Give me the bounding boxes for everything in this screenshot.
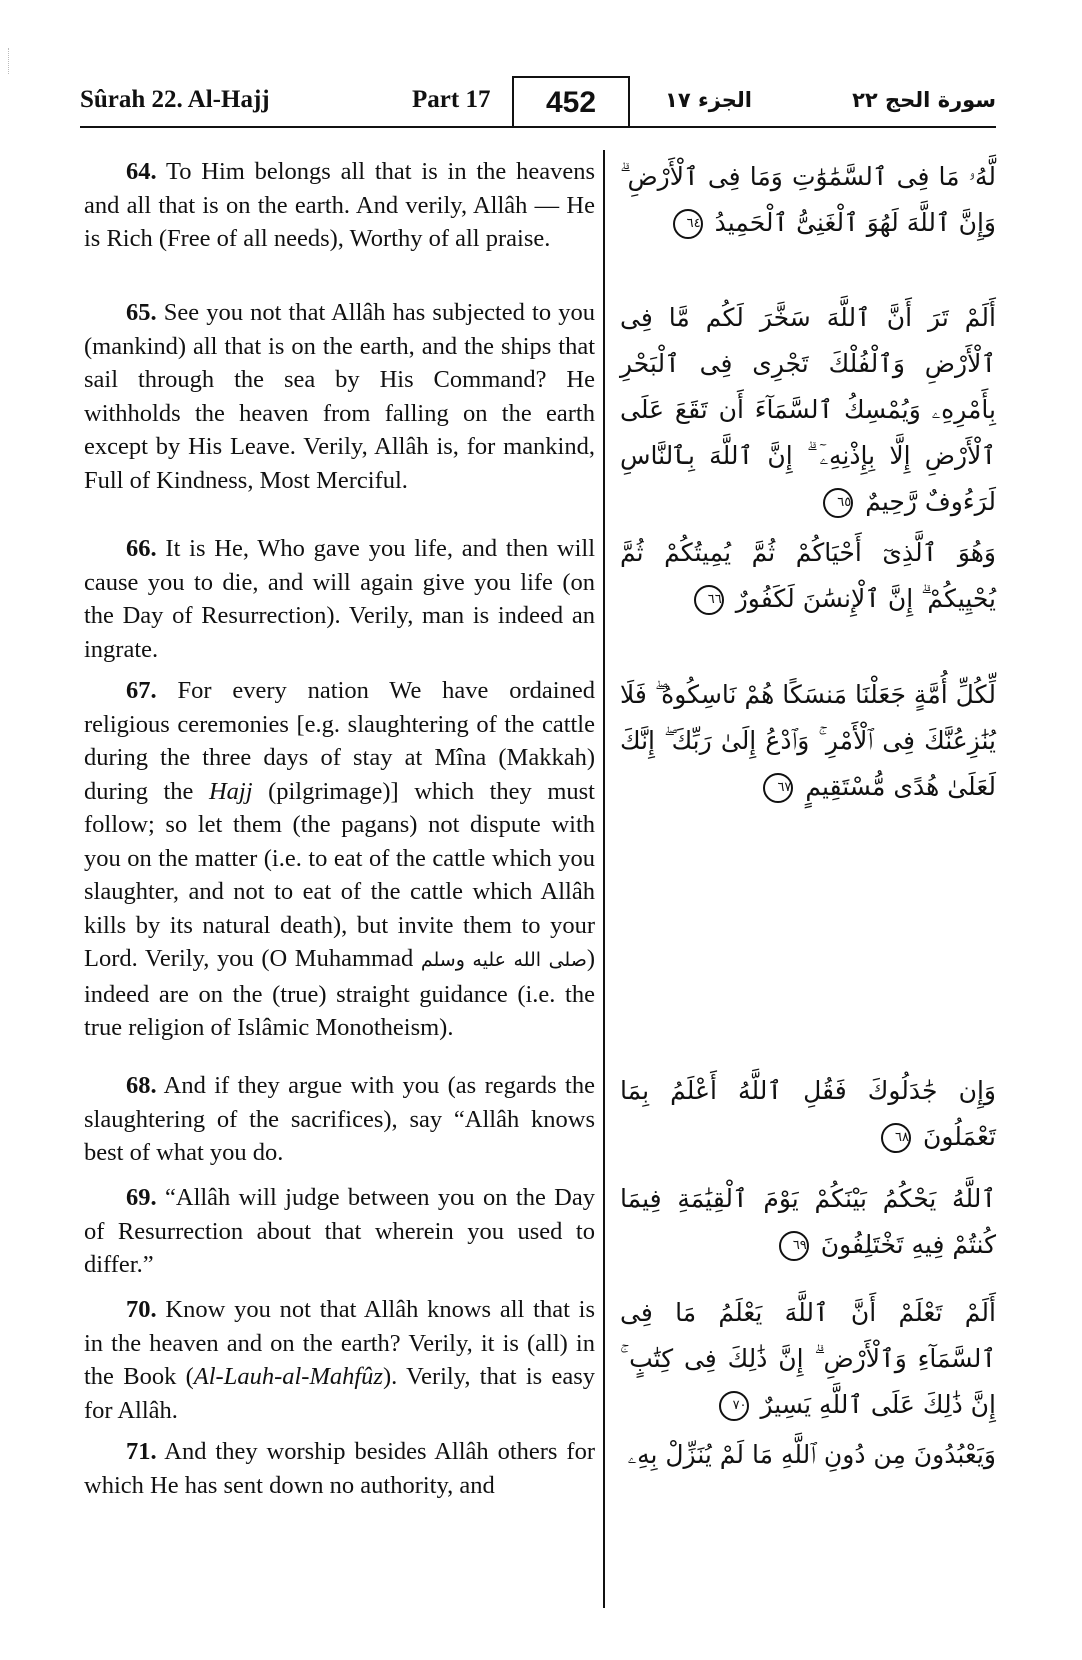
verse-70-arabic [620,1290,996,1428]
verse-number: 70. [126,1296,157,1323]
verse-71-english [84,1435,595,1502]
ayah-end-marker: ٦٧ [763,773,793,803]
verse-text: (pilgrimage)] which they must follow; so let them (the pagans) not dispute with you on the matter (i.e. to eat of the cattle which you slaughter, and not to eat of the cattle which Allâh kills by its natural death), but invite them to your Lord. Verily, you (O Muhammad [84,777,595,972]
verse-67-arabic [620,672,996,810]
verse-66-english [84,532,595,666]
verse-text: ). Verily, that is easy for Allâh. [84,1363,595,1424]
verse-text: ) indeed are on the (true) straight guidance (i.e. the true religion of Islâmic Monotheism). [84,945,596,1041]
verse-text: To Him belongs all that is in the heavens and all that is on the earth. And verily, Allâh — He is Rich (Free of all needs), Worthy of all praise. [84,158,595,252]
ayah-end-marker: ٦٦ [694,585,724,615]
header-rule [80,126,996,128]
verse-70-english [84,1293,595,1427]
verse-number: 64. [126,158,157,185]
verse-text: And they worship besides Allâh others for which He has sent down no authority, and [84,1438,595,1499]
verse-italic-term: Hajj [208,777,253,805]
ayah-end-marker: ٦٨ [881,1123,911,1153]
juz-label-arabic: الجزء ١٧ [665,88,752,112]
surah-title-english: Sûrah 22. Al-Hajj [80,86,270,113]
verse-69-english [84,1181,595,1282]
verse-number: 69. [126,1184,157,1211]
scan-margin-mark [8,48,10,74]
verse-69-arabic [620,1176,996,1268]
verse-text: And if they argue with you (as regards the slaughtering of the sacrifices), say “Allâh knows best of what you do. [84,1072,595,1166]
verse-66-arabic [620,530,996,622]
part-label-english: Part 17 [412,86,491,113]
verse-number: 68. [126,1072,157,1099]
page-number: 452 [512,76,630,126]
ayah-end-marker: ٦٤ [673,209,703,239]
verse-68-arabic [620,1068,996,1160]
arabic-text: أَلَمْ تَعْلَمْ أَنَّ ٱللَّهَ يَعْلَمُ مَا فِى ٱلسَّمَآءِ وَٱلْأَرْضِ ۗ إِنَّ ذَٰلِكَ فِى كِتَٰبٍ ۚ إِنَّ ذَٰلِكَ عَلَى ٱللَّهِ يَسِيرٌ [620,1298,996,1419]
verse-number: 65. [126,299,157,326]
verse-68-english [84,1069,595,1170]
verse-number: 66. [126,535,157,562]
arabic-text: ٱللَّهُ يَحْكُمُ بَيْنَكُمْ يَوْمَ ٱلْقِيَٰمَةِ فِيمَا كُنتُمْ فِيهِ تَخْتَلِفُونَ [620,1184,996,1259]
verse-number: 71. [126,1438,157,1465]
ayah-end-marker: ٦٩ [779,1231,809,1261]
verse-65-english [84,296,595,497]
verse-number: 67. [126,677,157,704]
arabic-text: لَّهُۥ مَا فِى ٱلسَّمَٰوَٰتِ وَمَا فِى ٱلْأَرْضِ ۗ وَإِنَّ ٱللَّهَ لَهُوَ ٱلْغَنِىُّ ٱلْحَمِيدُ [620,162,996,237]
page-header [80,82,996,126]
arabic-text: وَهُوَ ٱلَّذِىٓ أَحْيَاكُمْ ثُمَّ يُمِيتُكُمْ ثُمَّ يُحْيِيكُمْ ۗ إِنَّ ٱلْإِنسَٰنَ لَكَفُورٌ [620,538,996,613]
surah-title-arabic: سورة الحج ٢٢ [852,88,996,112]
verse-text: “Allâh will judge between you on the Day of Resurrection about that wherein you used to differ.” [84,1184,596,1278]
verse-71-arabic [620,1432,996,1478]
salawat-arabic: صلى الله عليه وسلم [420,949,587,971]
verse-67-english [84,674,595,1045]
verse-64-english [84,155,595,256]
verse-text: It is He, Who gave you life, and then will cause you to die, and will again give you life (on the Day of Resurrection). Verily, man is indeed an ingrate. [84,535,596,663]
verse-text: For every nation We have ordained religious ceremonies [e.g. slaughtering of the cattle during the three days of stay at Mîna (Makkah) during the [84,677,595,805]
column-divider [603,150,605,1608]
verse-65-arabic [620,295,996,525]
arabic-text: وَإِن جَٰدَلُوكَ فَقُلِ ٱللَّهُ أَعْلَمُ بِمَا تَعْمَلُونَ [620,1076,996,1151]
verse-text: See you not that Allâh has subjected to you (mankind) all that is on the earth, and the ships that sail through the sea by His Command? He withholds the heaven from falling on the earth except by His Leave. Verily, Allâh is, for mankind, Full of Kindness, Most Merciful. [84,299,595,494]
ayah-end-marker: ٦٥ [823,488,853,518]
verse-text: Know you not that Allâh knows all that is in the heaven and on the earth? Verily, it is (all) in the Book ( [84,1296,596,1390]
verse-italic-term: Al-Lauh-al-Mahfûz [193,1363,383,1390]
arabic-text: أَلَمْ تَرَ أَنَّ ٱللَّهَ سَخَّرَ لَكُم مَّا فِى ٱلْأَرْضِ وَٱلْفُلْكَ تَجْرِى فِى ٱلْبَحْرِ بِأَمْرِهِۦ وَيُمْسِكُ ٱلسَّمَآءَ أَن تَقَعَ عَلَى ٱلْأَرْضِ إِلَّا بِإِذْنِهِۦٓ ۗ إِنَّ ٱللَّهَ بِٱلنَّاسِ لَرَءُوفٌ رَّحِيمٌ [620,303,996,516]
arabic-text: لِّكُلِّ أُمَّةٍ جَعَلْنَا مَنسَكًا هُمْ نَاسِكُوهُ ۖ فَلَا يُنَٰزِعُنَّكَ فِى ٱلْأَمْرِ ۚ وَٱدْعُ إِلَىٰ رَبِّكَ ۖ إِنَّكَ لَعَلَىٰ هُدًى مُّسْتَقِيمٍ [620,680,996,801]
arabic-text: وَيَعْبُدُونَ مِن دُونِ ٱللَّهِ مَا لَمْ يُنَزِّلْ بِهِۦ [627,1440,996,1469]
ayah-end-marker: ٧٠ [719,1391,749,1421]
verse-64-arabic [620,154,996,246]
